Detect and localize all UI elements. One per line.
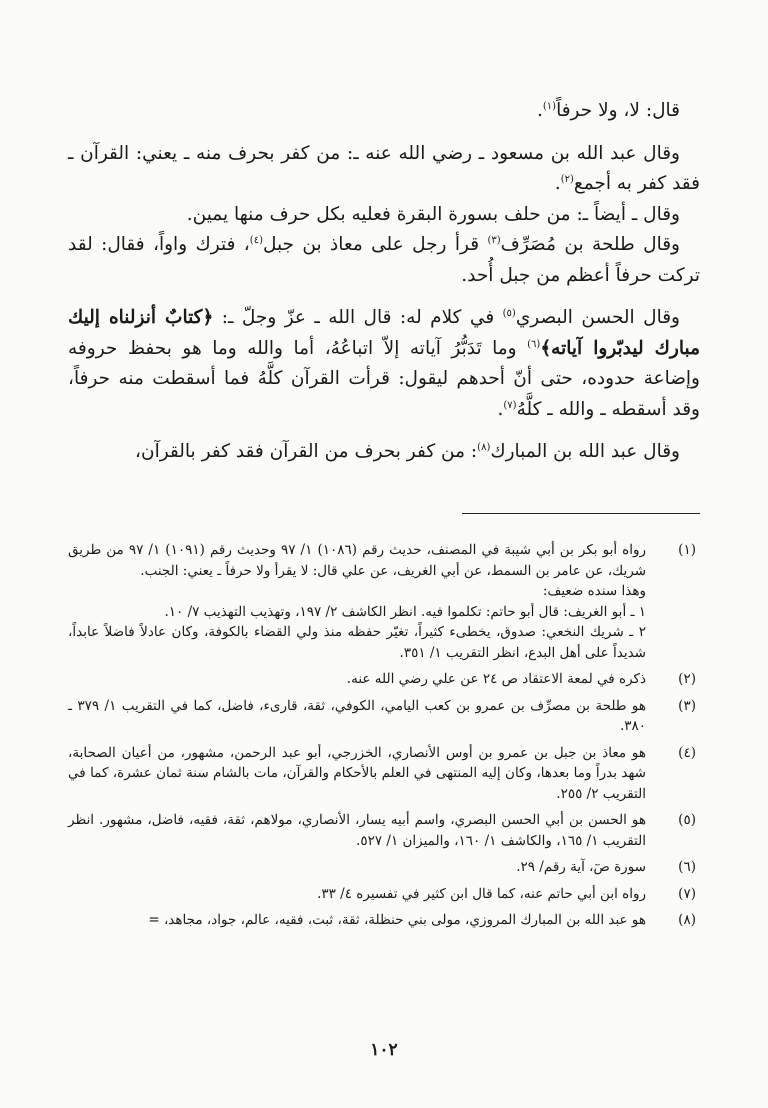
- paragraph-5-end: .: [497, 398, 504, 420]
- quran-verse: ﴿كتابٌ أنزلناه إليك مبارك ليدبّروا آياته﴾: [68, 307, 700, 359]
- footnote-8: [68, 910, 700, 931]
- footnote-number: (٧): [678, 885, 696, 902]
- footnote-number: (٦): [678, 859, 696, 875]
- footnote-1: [68, 540, 700, 663]
- footnote-3: [68, 696, 700, 737]
- footnote-line: رواه ابن أبي حاتم عنه، كما قال ابن كثير في تفسيره ٤/ ٣٣.: [317, 885, 646, 902]
- main-text: [68, 96, 700, 468]
- paragraph-1: [68, 96, 700, 127]
- footnote-5: [68, 810, 700, 851]
- footnote-body: [68, 884, 646, 905]
- paragraph-6-text-b: : من كفر بحرف من القرآن فقد كفر بالقرآن،: [135, 441, 478, 462]
- footnote-ref-8[interactable]: (٨): [477, 441, 491, 453]
- paragraph-5-text-a: وقال الحسن البصري: [515, 307, 680, 328]
- footnote-number: (٤): [678, 744, 696, 761]
- paragraph-2-end: .: [554, 173, 561, 194]
- footnote-ref-4[interactable]: (٤): [249, 234, 263, 246]
- footnote-ref-6[interactable]: (٦): [527, 338, 541, 350]
- paragraph-4: [68, 230, 700, 291]
- paragraph-4-text-b: قرأ رجل على معاذ بن جبل: [262, 234, 488, 255]
- footnote-line: ٢ ـ شريك النخعي: صدوق، يخطىء كثيراً، تغيّر حفظه منذ ولي القضاء بالكوفة، وكان عادلاً فاضلاً عابداً، شديداً على أهل البدع، انظر التقريب ١/ ٣٥١.: [68, 624, 646, 661]
- paragraph-6: [68, 437, 700, 468]
- footnote-2: [68, 669, 700, 690]
- paragraph-3-text: وقال ـ أيضاً ـ: من حلف بسورة البقرة فعليه بكل حرف منها يمين.: [186, 203, 680, 225]
- footnote-line: ذكره في لمعة الاعتقاد ص ٢٤ عن علي رضي الله عنه.: [346, 671, 646, 687]
- footnote-ref-5[interactable]: (٥): [502, 307, 516, 319]
- paragraph-5: [68, 303, 700, 425]
- paragraph-1-end: .: [536, 100, 543, 121]
- paragraph-4-text-c: ، فترك واواً، فقال: لقد تركت حرفاً أعظم من جبل أُحد.: [68, 234, 700, 286]
- footnote-line: هو طلحة بن مصرِّف بن عمرو بن كعب اليامي، الكوفي، ثقة، قارىء، فاضل، كما في التقريب ١/ ٣٧٩ ـ ٣٨٠.: [68, 697, 647, 734]
- footnotes: [68, 540, 700, 937]
- footnote-ref-2[interactable]: (٢): [560, 173, 574, 185]
- footnote-line: رواه أبو بكر بن أبي شيبة في المصنف، حديث رقم (١٠٨٦) ١/ ٩٧ وحديث رقم (١٠٩١) ١/ ٩٧ من طريق شريك، عن عامر بن السمط، عن أبي الغريف، عن علي قال: لا يقرأ ولا حرفاً ـ يعني: الجنب.: [68, 542, 647, 579]
- footnote-body: [68, 669, 646, 690]
- paragraph-5-text-c: وما تَدَبُّرُ آياته إلاّ اتباعُهُ، أما والله وما هو بحفظ حروفه وإضاعة حدوده، حتى أنّ أحدهم ليقول: قرأت القرآن كلَّهُ فما أسقطت منه حرفاً، وقد أسقطه ـ والله ـ كلَّهُ: [68, 337, 700, 420]
- footnote-body: [68, 857, 646, 878]
- footnote-number: (٣): [678, 697, 696, 714]
- paragraph-4-text-a: وقال طلحة بن مُصَرِّف: [500, 234, 680, 255]
- paragraph-2-text: وقال عبد الله بن مسعود ـ رضي الله عنه ـ: من كفر بحرف منه ـ يعني: القرآن ـ فقد كفر به أجمع: [68, 142, 700, 194]
- footnote-6: [68, 857, 700, 878]
- footnote-line: هو معاذ بن جبل بن عمرو بن أوس الأنصاري، الخزرجي، أبو عبد الرحمن، مشهور، من أعيان الصحابة، شهد بدراً وما بعدها، وكان إليه المنتهى في العلم بالأحكام والقرآن، مات بالشام سنة ثمان عشرة، كما في التقريب ٢/ ٢٥٥.: [68, 744, 646, 802]
- footnote-body: [68, 910, 646, 931]
- footnote-number: (٨): [678, 912, 696, 928]
- footnote-number: (١): [678, 542, 696, 558]
- footnote-line: وهذا سنده ضعيف:: [542, 583, 646, 599]
- footnote-number: (٢): [678, 671, 696, 687]
- footnote-line: ١ ـ أبو الغريف: قال أبو حاتم: تكلموا فيه. انظر الكاشف ٢/ ١٩٧، وتهذيب التهذيب ٧/ ١٠.: [164, 603, 646, 620]
- footnote-ref-3[interactable]: (٣): [487, 234, 501, 246]
- footnote-line: سورة صٓ، آية رقم/ ٢٩.: [516, 859, 646, 875]
- paragraph-5-text-b: في كلام له: قال الله ـ عزّ وجلّ ـ:: [213, 307, 503, 328]
- footnote-4: [68, 743, 700, 805]
- page-number: ١٠٢: [370, 1040, 398, 1060]
- footnote-ref-1[interactable]: (١): [542, 100, 557, 112]
- footnote-body: [68, 540, 646, 663]
- footnote-line: هو الحسن بن أبي الحسن البصري، واسم أبيه يسار، الأنصاري، مولاهم، ثقة، فقيه، فاضل، مشهور. انظر التقريب ١/ ١٦٥، والكاشف ١/ ١٦٠، والميزان ١/ ٥٢٧.: [68, 812, 646, 849]
- footnote-ref-7[interactable]: (٧): [503, 399, 517, 411]
- paragraph-6-text-a: وقال عبد الله بن المبارك: [490, 441, 680, 462]
- footnote-line: هو عبد الله بن المبارك المروزي، مولى بني حنظلة، ثقة، ثبت، فقيه، عالم، جواد، مجاهد، =: [148, 912, 646, 928]
- paragraph-1-text: قال: لا، ولا حرفاً: [556, 100, 680, 121]
- paragraph-3: [68, 200, 700, 231]
- footnote-divider: [462, 513, 700, 514]
- footnote-body: [68, 743, 646, 805]
- footnote-7: [68, 884, 700, 905]
- paragraph-2: [68, 139, 700, 200]
- footnote-body: [68, 696, 646, 737]
- footnote-body: [68, 810, 646, 851]
- footnote-number: (٥): [678, 812, 696, 828]
